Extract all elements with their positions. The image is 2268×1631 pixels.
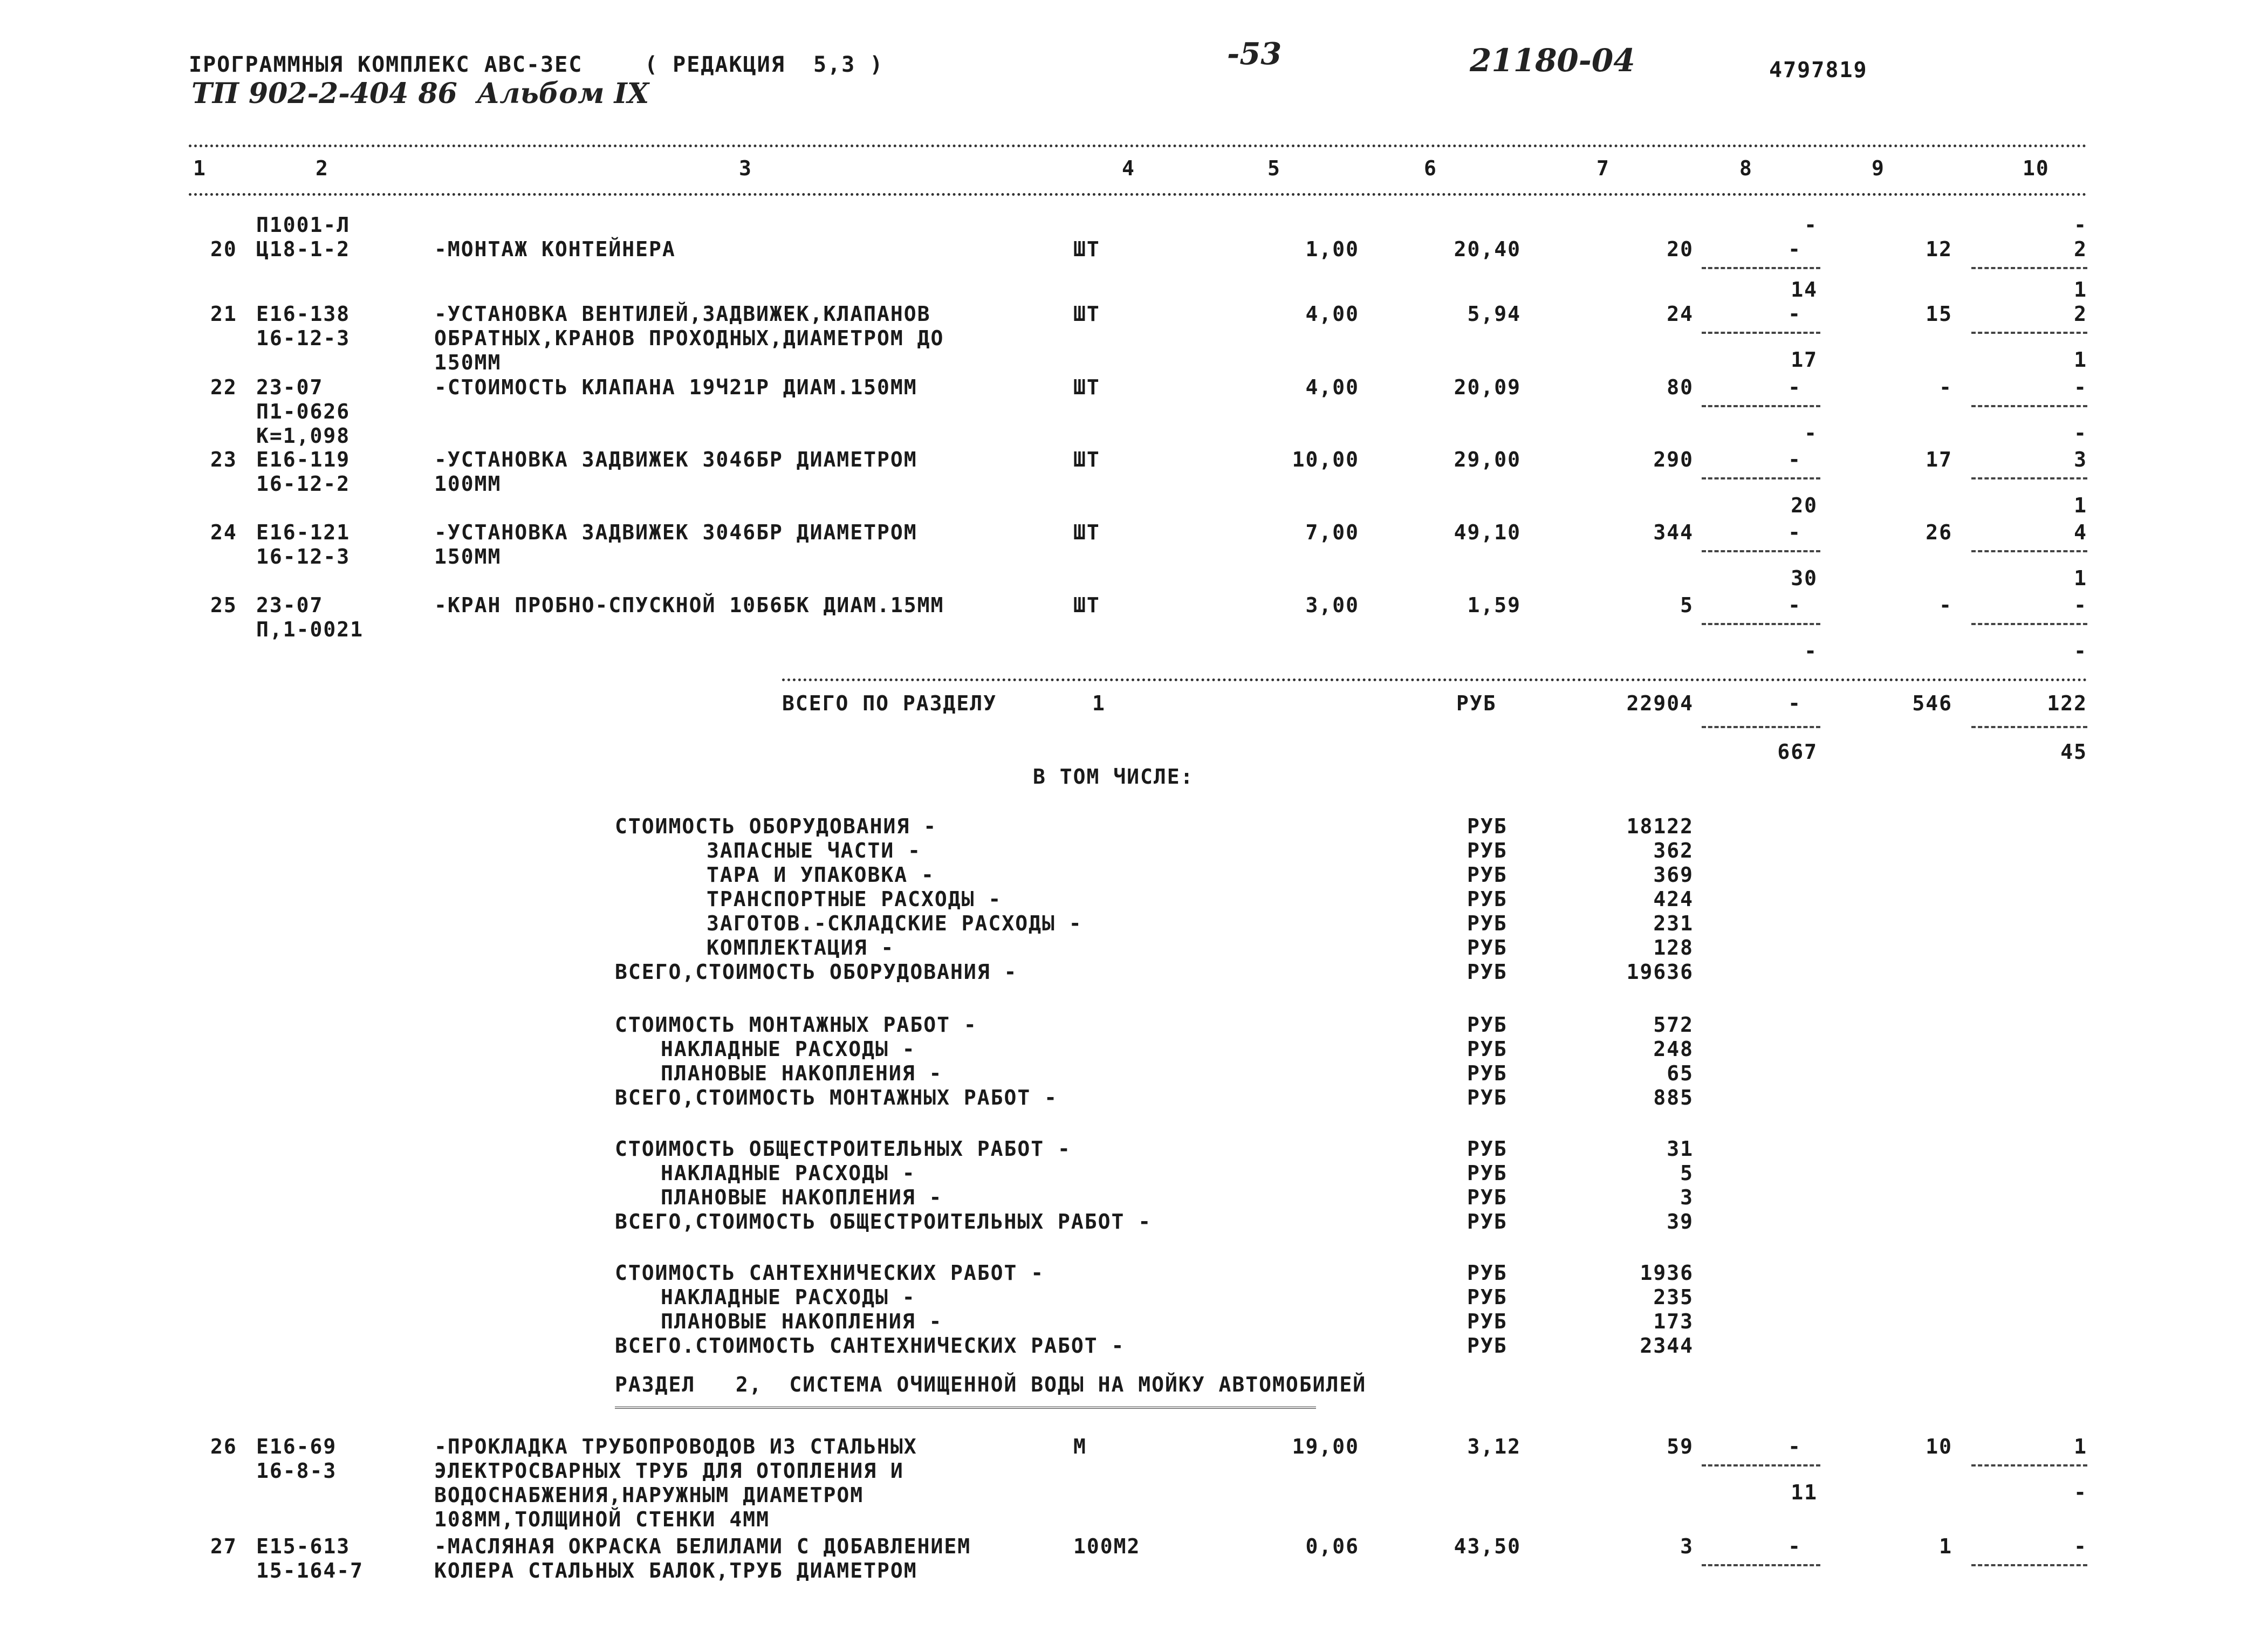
summary-label: ЗАПАСНЫЕ ЧАСТИ -: [707, 839, 922, 862]
row-col8-subrule: [1702, 477, 1820, 479]
row-description: ОБРАТНЫХ,КРАНОВ ПРОХОДНЫХ,ДИАМЕТРОМ ДО: [434, 326, 944, 350]
summary-value: 173: [1653, 1310, 1694, 1333]
summary-value: 572: [1653, 1013, 1694, 1037]
row-col8-subrule: [1702, 1564, 1820, 1566]
row-col8-subrule: [1702, 1464, 1820, 1466]
summary-unit: РУБ: [1467, 1161, 1508, 1185]
row-price: 43,50: [1454, 1534, 1521, 1558]
row-unit: М: [1073, 1435, 1087, 1458]
row-code: П,1-0021: [256, 618, 364, 641]
summary-unit: РУБ: [1467, 1210, 1508, 1233]
row-description: 100ММ: [434, 472, 502, 496]
row-quantity: 4,00: [1305, 375, 1359, 399]
row-code: 16-12-2: [256, 472, 351, 496]
row-col8-subrule: [1702, 405, 1820, 407]
row-col10: 1: [2074, 1435, 2087, 1458]
row-code: 16-8-3: [256, 1459, 337, 1483]
summary-label: ВСЕГО,СТОИМОСТЬ МОНТАЖНЫХ РАБОТ -: [615, 1086, 1058, 1109]
row-col10-bottom: -: [2074, 639, 2087, 663]
summary-label: ВСЕГО,СТОИМОСТЬ ОБОРУДОВАНИЯ -: [615, 960, 1018, 984]
row-col10-subrule: [1971, 477, 2087, 479]
summary-unit: РУБ: [1467, 912, 1508, 935]
row-description: КОЛЕРА СТАЛЬНЫХ БАЛОК,ТРУБ ДИАМЕТРОМ: [434, 1559, 917, 1582]
row-code: Е16-119: [256, 448, 351, 471]
row-col10-subrule: [1971, 267, 2087, 269]
section-2-underline: [615, 1407, 1316, 1410]
summary-unit: РУБ: [1467, 1310, 1508, 1333]
row-col8-bottom: 20: [1791, 494, 1818, 517]
row-col10-subrule: [1971, 405, 2087, 407]
summary-label: КОМПЛЕКТАЦИЯ -: [707, 936, 895, 960]
row-quantity: 19,00: [1292, 1435, 1359, 1458]
row-col8: -: [1788, 302, 1801, 326]
summary-value: 1936: [1640, 1261, 1694, 1285]
row-code: Е16-121: [256, 520, 351, 544]
row-col10: -: [2074, 375, 2087, 399]
summary-label: СТОИМОСТЬ ОБОРУДОВАНИЯ -: [615, 814, 937, 838]
row-col9: 17: [1926, 448, 1952, 471]
column-header-9: 9: [1872, 156, 1885, 180]
row-quantity: 1,00: [1305, 237, 1359, 261]
summary-unit: РУБ: [1467, 1261, 1508, 1285]
row-code: П1-0626: [256, 400, 351, 423]
row-price: 49,10: [1454, 520, 1521, 544]
summary-label: ТРАНСПОРТНЫЕ РАСХОДЫ -: [707, 887, 1002, 911]
row-col10: 2: [2074, 237, 2087, 261]
row-price: 20,40: [1454, 237, 1521, 261]
project-subtitle: ТП 902-2-404 86 Альбом IX: [191, 77, 649, 110]
row-number: 20: [210, 237, 237, 261]
row-number: 21: [210, 302, 237, 326]
row-unit: ШТ: [1073, 593, 1100, 617]
row-col8-top: -: [1804, 213, 1818, 237]
summary-value: 235: [1653, 1285, 1694, 1309]
row-col10: -: [2074, 1534, 2087, 1558]
row-col9: 12: [1926, 237, 1952, 261]
row-code: К=1,098: [256, 424, 351, 448]
row-col8-bottom: -: [1804, 639, 1818, 663]
row-col8-subrule: [1702, 623, 1820, 625]
row-col8-top: 14: [1791, 278, 1818, 301]
row-col10: 2: [2074, 302, 2087, 326]
row-pre-code: П1001-Л: [256, 213, 351, 237]
summary-label: НАКЛАДНЫЕ РАСХОДЫ -: [661, 1285, 916, 1309]
including-label: В ТОМ ЧИСЛЕ:: [1033, 765, 1194, 789]
row-price: 5,94: [1467, 302, 1521, 326]
column-header-4: 4: [1122, 156, 1135, 180]
summary-unit: РУБ: [1467, 1285, 1508, 1309]
row-description: -КРАН ПРОБНО-СПУСКНОЙ 10Б6БК ДИАМ.15ММ: [434, 593, 944, 617]
row-description: 150ММ: [434, 351, 502, 374]
row-code: Е16-69: [256, 1435, 337, 1458]
row-col9: 10: [1926, 1435, 1952, 1458]
row-total: 3: [1680, 1534, 1694, 1558]
summary-value: 31: [1667, 1137, 1694, 1161]
summary-label: ЗАГОТОВ.-СКЛАДСКИЕ РАСХОДЫ -: [707, 912, 1082, 935]
row-col8-bottom: 11: [1791, 1481, 1818, 1504]
top-rule: [189, 145, 2087, 147]
row-quantity: 7,00: [1305, 520, 1359, 544]
row-col9: -: [1939, 593, 1952, 617]
row-col8-bottom: -: [1804, 421, 1818, 445]
row-total: 5: [1680, 593, 1694, 617]
section-total-number: 1: [1092, 691, 1106, 715]
summary-label: ПЛАНОВЫЕ НАКОПЛЕНИЯ -: [661, 1185, 943, 1209]
row-code: 23-07: [256, 593, 324, 617]
summary-label: НАКЛАДНЫЕ РАСХОДЫ -: [661, 1037, 916, 1061]
row-number: 23: [210, 448, 237, 471]
row-number: 26: [210, 1435, 237, 1458]
row-col10-subrule: [1971, 1564, 2087, 1566]
section-total-c8-bottom: 667: [1777, 740, 1818, 764]
summary-unit: РУБ: [1467, 1334, 1508, 1358]
row-unit: ШТ: [1073, 520, 1100, 544]
header-rule: [189, 193, 2087, 196]
row-total: 24: [1667, 302, 1694, 326]
row-code: Ц18-1-2: [256, 237, 351, 261]
summary-unit: РУБ: [1467, 839, 1508, 862]
row-unit: ШТ: [1073, 375, 1100, 399]
row-quantity: 0,06: [1305, 1534, 1359, 1558]
total-rule: [782, 679, 2087, 681]
row-col8: -: [1788, 237, 1801, 261]
summary-value: 248: [1653, 1037, 1694, 1061]
program-title: IРОГРАММНЫЯ КОМПЛЕКС АВС-ЗЕС: [189, 52, 583, 77]
row-col8: -: [1788, 593, 1801, 617]
summary-unit: РУБ: [1467, 1061, 1508, 1085]
row-col10: 4: [2074, 520, 2087, 544]
column-header-3: 3: [739, 156, 752, 180]
row-col10-bottom: -: [2074, 421, 2087, 445]
row-number: 22: [210, 375, 237, 399]
row-col10-bottom: 1: [2074, 494, 2087, 517]
row-unit: ШТ: [1073, 302, 1100, 326]
row-col10: -: [2074, 593, 2087, 617]
row-col8: -: [1788, 375, 1801, 399]
row-total: 20: [1667, 237, 1694, 261]
row-total: 290: [1653, 448, 1694, 471]
section-total-label: ВСЕГО ПО РАЗДЕЛУ: [782, 691, 997, 715]
summary-unit: РУБ: [1467, 1086, 1508, 1109]
section-total-unit: РУБ: [1456, 691, 1497, 715]
row-description: ВОДОСНАБЖЕНИЯ,НАРУЖНЫМ ДИАМЕТРОМ: [434, 1483, 864, 1507]
row-col10-subrule: [1971, 332, 2087, 334]
column-header-2: 2: [316, 156, 329, 180]
row-number: 24: [210, 520, 237, 544]
row-description: 108ММ,ТОЛЩИНОЙ СТЕНКИ 4ММ: [434, 1507, 770, 1531]
summary-label: СТОИМОСТЬ САНТЕХНИЧЕСКИХ РАБОТ -: [615, 1261, 1045, 1285]
row-code: Е15-613: [256, 1534, 351, 1558]
row-description: -УСТАНОВКА ВЕНТИЛЕЙ,ЗАДВИЖЕК,КЛАПАНОВ: [434, 302, 931, 326]
row-total: 80: [1667, 375, 1694, 399]
row-col10-subrule: [1971, 1464, 2087, 1466]
row-price: 29,00: [1454, 448, 1521, 471]
row-col8-bottom: 30: [1791, 566, 1818, 590]
row-description: -МОНТАЖ КОНТЕЙНЕРА: [434, 237, 676, 261]
row-col8-subrule: [1702, 267, 1820, 269]
summary-label: ВСЕГО,СТОИМОСТЬ ОБЩЕСТРОИТЕЛЬНЫХ РАБОТ -: [615, 1210, 1152, 1233]
summary-label: ВСЕГО.СТОИМОСТЬ САНТЕХНИЧЕСКИХ РАБОТ -: [615, 1334, 1125, 1358]
row-col9: 15: [1926, 302, 1952, 326]
summary-unit: РУБ: [1467, 960, 1508, 984]
section-total-amount: 22904: [1626, 691, 1694, 715]
section-total-c10-subrule: [1971, 726, 2087, 728]
edition-label: ( РЕДАКЦИЯ 5,3 ): [645, 52, 884, 77]
row-col10: 3: [2074, 448, 2087, 471]
row-total: 59: [1667, 1435, 1694, 1458]
row-col10-bottom: 1: [2074, 348, 2087, 372]
row-col8-bottom: 17: [1791, 348, 1818, 372]
row-code: 16-12-3: [256, 545, 351, 568]
summary-label: СТОИМОСТЬ ОБЩЕСТРОИТЕЛЬНЫХ РАБОТ -: [615, 1137, 1071, 1161]
row-description: -СТОИМОСТЬ КЛАПАНА 19Ч21Р ДИАМ.150ММ: [434, 375, 917, 399]
summary-unit: РУБ: [1467, 814, 1508, 838]
summary-unit: РУБ: [1467, 863, 1508, 887]
row-description: -УСТАНОВКА ЗАДВИЖЕК 3046БР ДИАМЕТРОМ: [434, 448, 917, 471]
row-code: 16-12-3: [256, 326, 351, 350]
row-col8-subrule: [1702, 550, 1820, 552]
row-code: Е16-138: [256, 302, 351, 326]
column-header-7: 7: [1596, 156, 1610, 180]
row-col10-subrule: [1971, 623, 2087, 625]
summary-unit: РУБ: [1467, 1137, 1508, 1161]
row-unit: ШТ: [1073, 448, 1100, 471]
column-header-8: 8: [1739, 156, 1753, 180]
summary-value: 18122: [1626, 814, 1694, 838]
row-price: 3,12: [1467, 1435, 1521, 1458]
section-total-c8-subrule: [1702, 726, 1820, 728]
column-header-6: 6: [1424, 156, 1437, 180]
section-total-c10: 122: [2047, 691, 2087, 715]
summary-value: 39: [1667, 1210, 1694, 1233]
row-code: 15-164-7: [256, 1559, 364, 1582]
row-col8-subrule: [1702, 332, 1820, 334]
summary-value: 65: [1667, 1061, 1694, 1085]
row-description: -ПРОКЛАДКА ТРУБОПРОВОДОВ ИЗ СТАЛЬНЫХ: [434, 1435, 917, 1458]
summary-value: 5: [1680, 1161, 1694, 1185]
row-quantity: 4,00: [1305, 302, 1359, 326]
summary-value: 2344: [1640, 1334, 1694, 1358]
row-code: 23-07: [256, 375, 324, 399]
summary-label: ПЛАНОВЫЕ НАКОПЛЕНИЯ -: [661, 1061, 943, 1085]
row-col10-bottom: -: [2074, 1481, 2087, 1504]
summary-unit: РУБ: [1467, 1185, 1508, 1209]
summary-unit: РУБ: [1467, 1013, 1508, 1037]
row-col10-top: 1: [2074, 278, 2087, 301]
column-header-1: 1: [193, 156, 207, 180]
summary-unit: РУБ: [1467, 936, 1508, 960]
section-total-c10-bottom: 45: [2060, 740, 2087, 764]
row-col10-top: -: [2074, 213, 2087, 237]
summary-label: СТОИМОСТЬ МОНТАЖНЫХ РАБОТ -: [615, 1013, 977, 1037]
summary-value: 19636: [1626, 960, 1694, 984]
column-header-5: 5: [1267, 156, 1281, 180]
row-col8: -: [1788, 520, 1801, 544]
summary-unit: РУБ: [1467, 887, 1508, 911]
section-2-title: РАЗДЕЛ 2, СИСТЕМА ОЧИЩЕННОЙ ВОДЫ НА МОЙКУ АВТОМОБИЛЕЙ: [615, 1373, 1367, 1396]
row-description: -МАСЛЯНАЯ ОКРАСКА БЕЛИЛАМИ С ДОБАВЛЕНИЕМ: [434, 1534, 971, 1558]
summary-label: ТАРА И УПАКОВКА -: [707, 863, 935, 887]
summary-unit: РУБ: [1467, 1037, 1508, 1061]
row-total: 344: [1653, 520, 1694, 544]
row-unit: ШТ: [1073, 237, 1100, 261]
row-col8: -: [1788, 448, 1801, 471]
summary-label: ПЛАНОВЫЕ НАКОПЛЕНИЯ -: [661, 1310, 943, 1333]
row-description: 150ММ: [434, 545, 502, 568]
document-number: 21180-04: [1470, 42, 1635, 79]
document-code: 4797819: [1769, 58, 1868, 83]
row-col10-subrule: [1971, 550, 2087, 552]
row-col8: -: [1788, 1534, 1801, 1558]
summary-value: 231: [1653, 912, 1694, 935]
row-quantity: 10,00: [1292, 448, 1359, 471]
row-col9: 1: [1939, 1534, 1952, 1558]
summary-value: 424: [1653, 887, 1694, 911]
row-number: 27: [210, 1534, 237, 1558]
summary-label: НАКЛАДНЫЕ РАСХОДЫ -: [661, 1161, 916, 1185]
row-description: -УСТАНОВКА ЗАДВИЖЕК 3046БР ДИАМЕТРОМ: [434, 520, 917, 544]
row-number: 25: [210, 593, 237, 617]
summary-value: 369: [1653, 863, 1694, 887]
row-price: 20,09: [1454, 375, 1521, 399]
summary-value: 128: [1653, 936, 1694, 960]
section-total-c9: 546: [1912, 691, 1952, 715]
column-header-10: 10: [2023, 156, 2050, 180]
summary-value: 885: [1653, 1086, 1694, 1109]
row-col9: -: [1939, 375, 1952, 399]
row-col9: 26: [1926, 520, 1952, 544]
row-description: ЭЛЕКТРОСВАРНЫХ ТРУБ ДЛЯ ОТОПЛЕНИЯ И: [434, 1459, 904, 1483]
section-total-c8: -: [1788, 691, 1801, 715]
summary-value: 362: [1653, 839, 1694, 862]
row-col10-bottom: 1: [2074, 566, 2087, 590]
page-number: -53: [1227, 36, 1282, 72]
row-unit: 100М2: [1073, 1534, 1141, 1558]
row-quantity: 3,00: [1305, 593, 1359, 617]
summary-value: 3: [1680, 1185, 1694, 1209]
row-price: 1,59: [1467, 593, 1521, 617]
row-col8: -: [1788, 1435, 1801, 1458]
